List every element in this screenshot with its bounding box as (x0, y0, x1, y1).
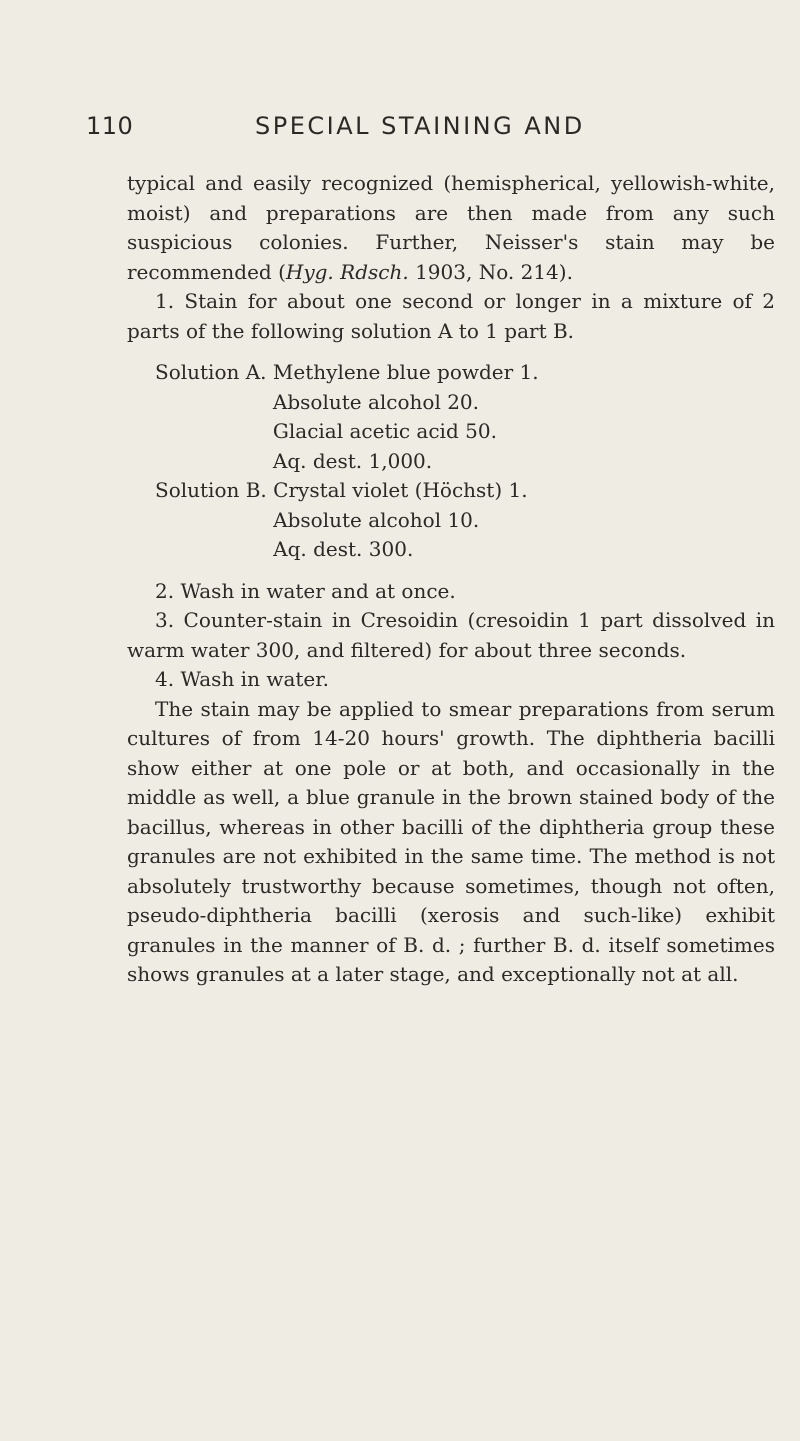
solution-a-label: Solution A. (155, 360, 267, 384)
solution-b-items (273, 476, 527, 565)
solution-a-items (273, 358, 539, 476)
closing-paragraph: The stain may be applied to smear preparations from serum cultures of from 14-20 hours' growth. The diphtheria bacilli show either at one pole or at both, and occasionally in the middle as well, a blue granule in the brown stained body of the bacillus, whereas in other bacilli of the diphtheria group these granules are not exhibited in the same time. The method is not absolutely trustworthy because sometimes, though not often, pseudo-diphtheria bacilli (xerosis and such-like) exhibit granules in the manner of B. d. ; further B. d. itself sometimes shows granules at a later stage, and exceptionally not at all. (127, 696, 775, 986)
solution-b-item: Absolute alcohol 10. (273, 507, 480, 532)
solution-b-item: Aq. dest. 300. (273, 537, 414, 561)
running-title: SPECIAL STAINING AND (255, 112, 585, 140)
running-head (86, 112, 700, 152)
citation-italic: Hyg. Rdsch. (285, 259, 409, 284)
step-3: 3. Counter-stain in Cresoidin (cresoidin 1 part dissolved in warm water 300, and filtered) for about three seconds. (127, 608, 775, 662)
solution-a (127, 358, 775, 476)
step-2: 2. Wash in water and at once. (155, 578, 456, 603)
intro-paragraph (127, 169, 775, 287)
solution-a-item: Absolute alcohol 20. (272, 389, 480, 414)
solution-a-item: Glacial acetic acid 50. (272, 419, 497, 443)
solution-a-item: Aq. dest. 1,000. (272, 448, 433, 473)
page-number: 110 (86, 112, 134, 140)
solution-b-item: Crystal violet (Höchst) 1. (273, 478, 528, 502)
intro-text-a: typical and easily recognized (hemispherical, yellowish-white, moist) and preparations are then made from any such suspicious colonies. Further, Neisser's stain may be recommended ( (127, 171, 775, 284)
solution-b (127, 476, 775, 565)
step-1: 1. Stain for about one second or longer in a mixture of 2 parts of the following solution A to 1 part B. (127, 289, 775, 343)
steps (127, 577, 775, 990)
step-4: 4. Wash in water. (155, 667, 329, 691)
solution-b-label: Solution B. (155, 478, 267, 502)
intro-text-b: 1903, No. 214). (408, 259, 573, 284)
solution-a-item: Methylene blue powder 1. (272, 360, 539, 384)
body-text (127, 169, 775, 990)
